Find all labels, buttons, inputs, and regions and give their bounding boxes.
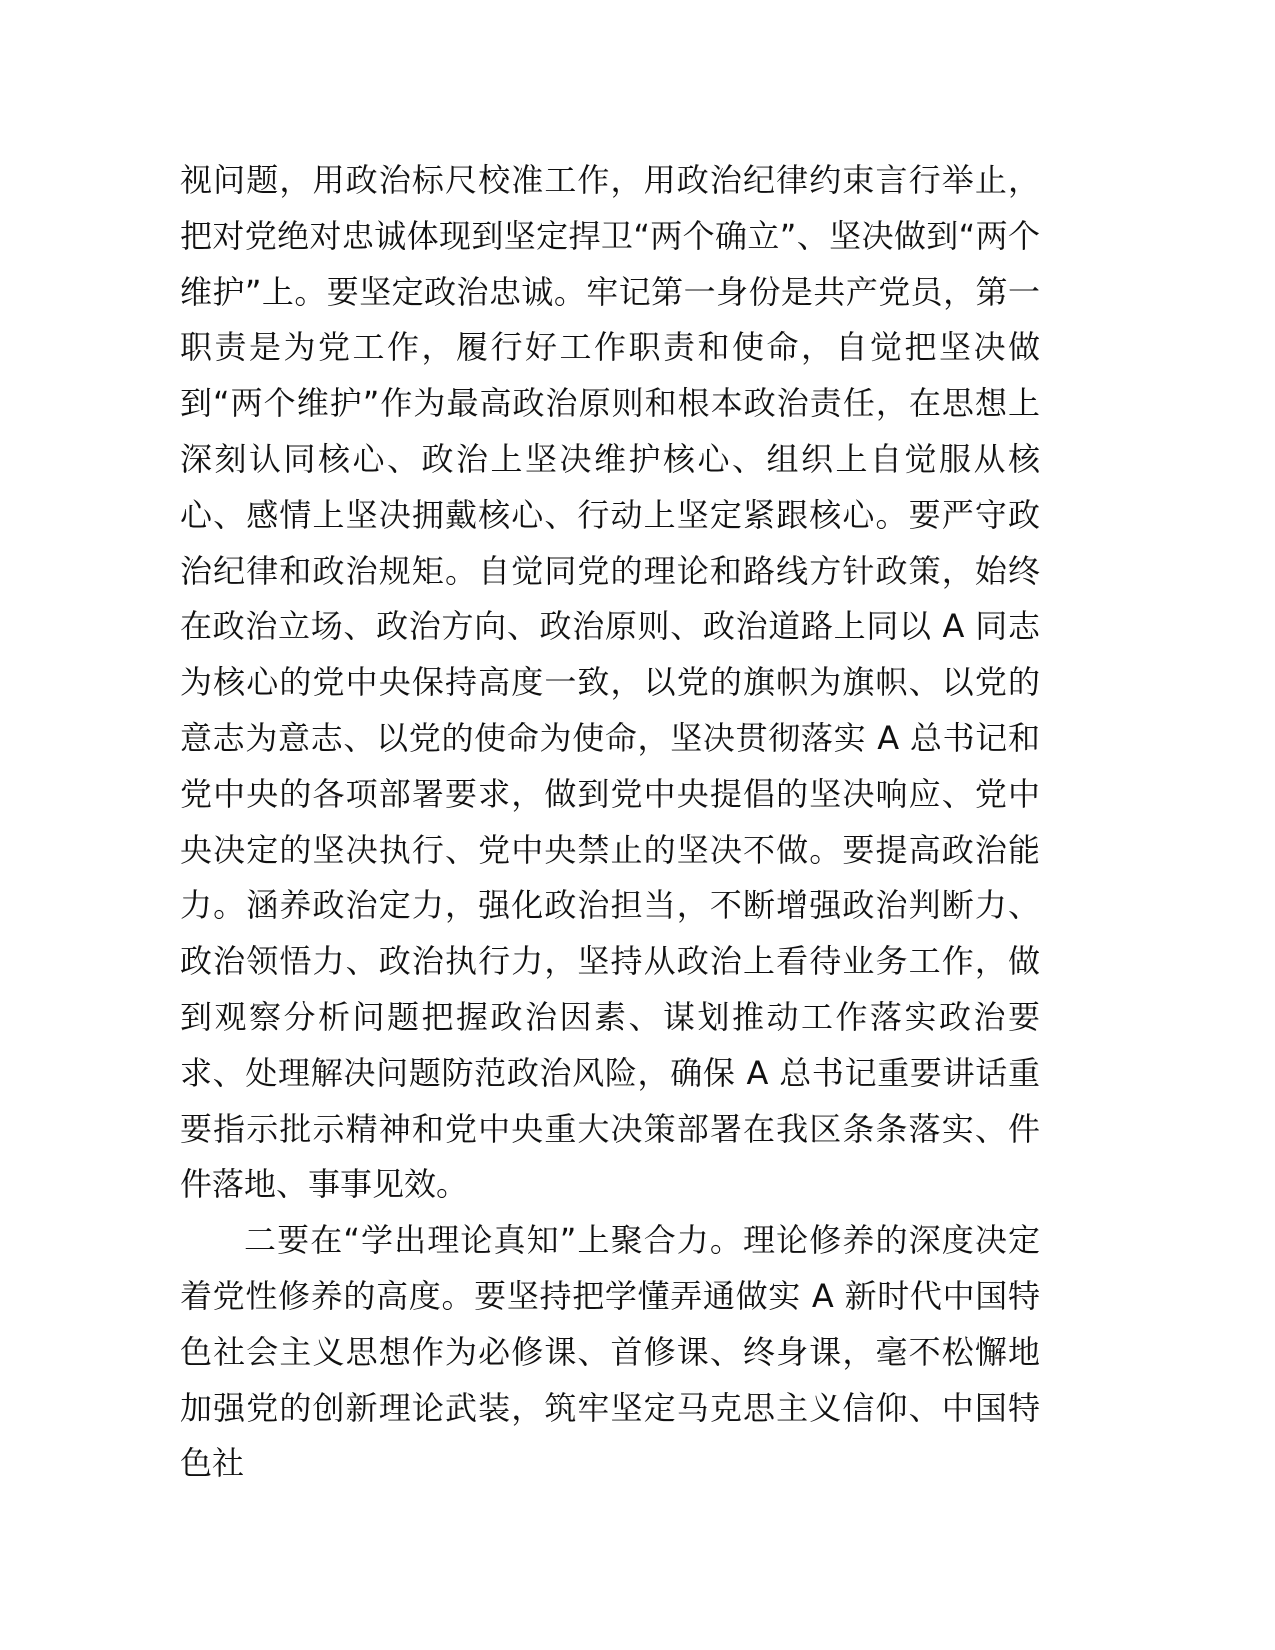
paragraph-continuation: 视问题，用政治标尺校准工作，用政治纪律约束言行举止，把对党绝对忠诚体现到坚定捍卫“两个确立”、坚决做到“两个维护”上。要坚定政治忠诚。牢记第一身份是共产党员，第一职责是为党工作，履行好工作职责和使命，自觉把坚决做到“两个维护”作为最高政治原则和根本政治责任，在思想上深刻认同核心、政治上坚决维护核心、组织上自觉服从核心、感情上坚决拥戴核心、行动上坚定紧跟核心。要严守政治纪律和政治规矩。自觉同党的理论和路线方针政策，始终在政治立场、政治方向、政治原则、政治道路上同以 A 同志为核心的党中央保持高度一致，以党的旗帜为旗帜、以党的意志为意志、以党的使命为使命，坚决贯彻落实 A 总书记和党中央的各项部署要求，做到党中央提倡的坚决响应、党中央决定的坚决执行、党中央禁止的坚决不做。要提高政治能力。涵养政治定力，强化政治担当，不断增强政治判断力、政治领悟力、政治执行力，坚持从政治上看待业务工作，做到观察分析问题把握政治因素、谋划推动工作落实政治要求、处理解决问题防范政治风险，确保 A 总书记重要讲话重要指示批示精神和党中央重大决策部署在我区条条落实、件件落地、事事见效。	[180, 161, 1040, 1204]
paragraph-section-two: 二要在“学出理论真知”上聚合力。理论修养的深度决定着党性修养的高度。要坚持把学懂弄通做实 A 新时代中国特色社会主义思想作为必修课、首修课、终身课，毫不松懈地加强党的创新理论武装，筑牢坚定马克思主义信仰、中国特色社	[180, 1221, 1040, 1483]
document-body	[180, 153, 1040, 1492]
